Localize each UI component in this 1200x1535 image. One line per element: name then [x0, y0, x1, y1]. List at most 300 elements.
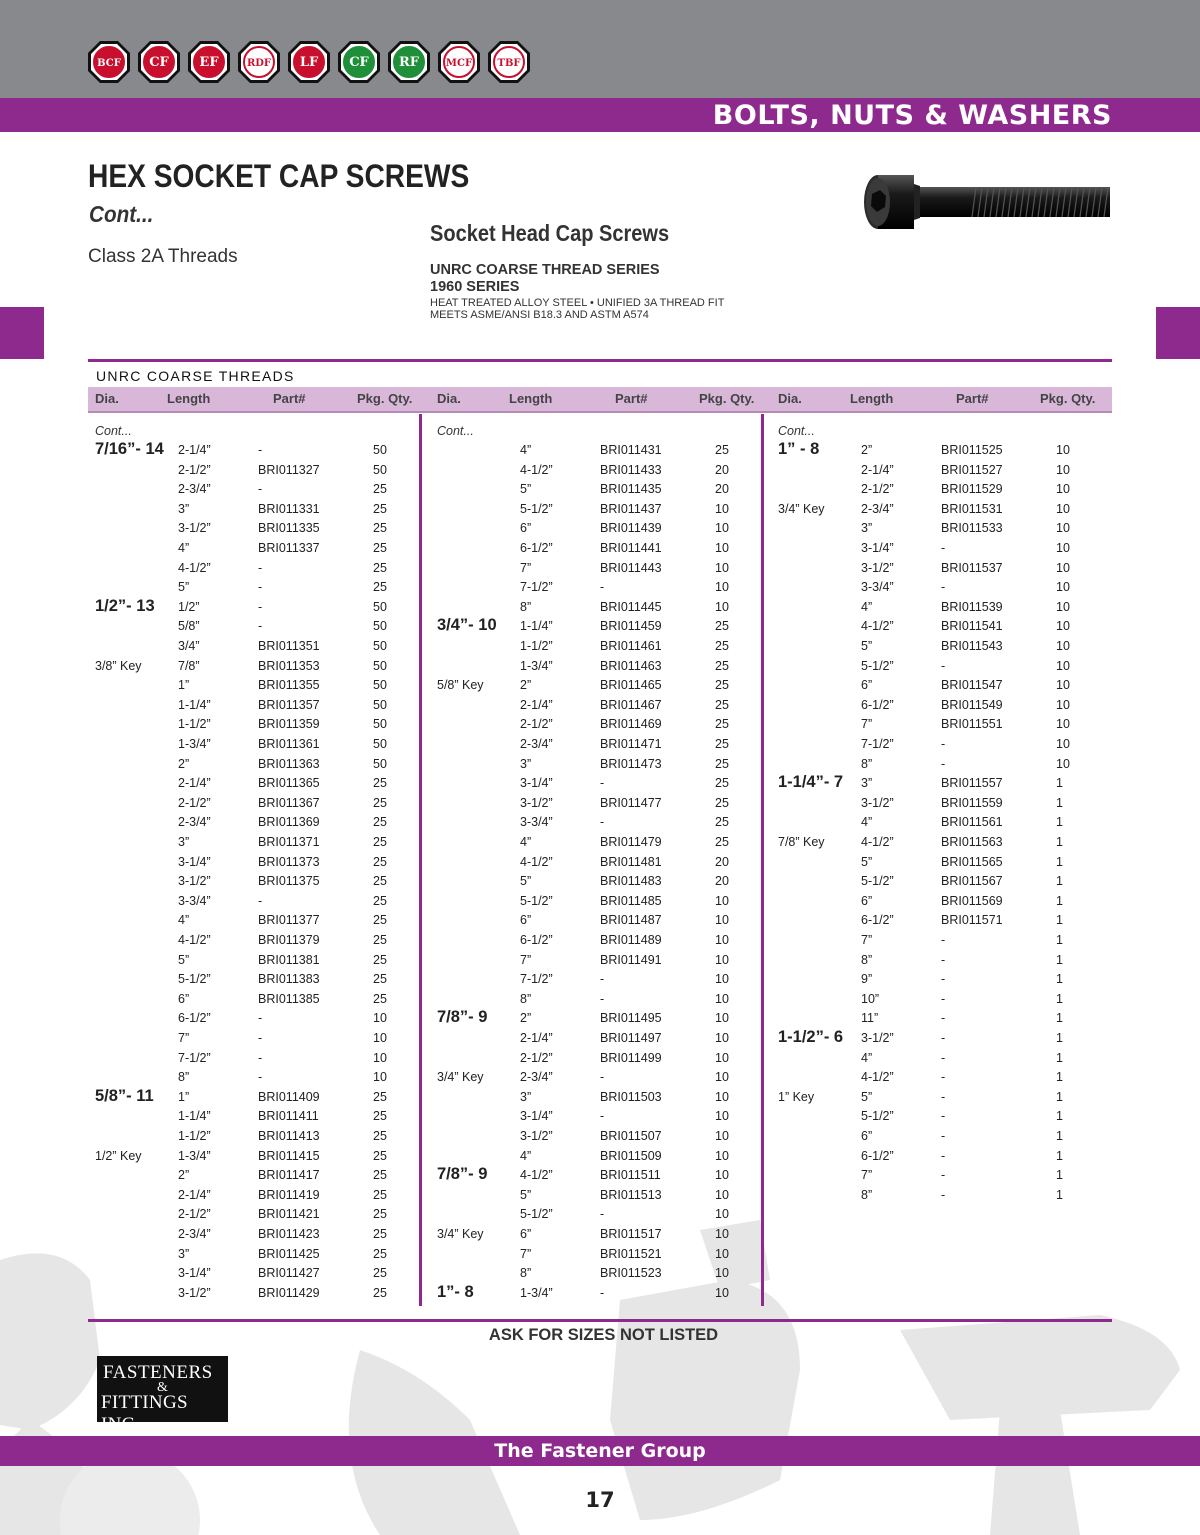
brand-logo-text: BCF: [97, 58, 121, 69]
part-number-cell: BRI011499: [600, 1050, 662, 1065]
pkg-qty-cell: 1: [1056, 952, 1063, 967]
part-number-cell: BRI011549: [941, 697, 1003, 712]
pkg-qty-cell: 25: [715, 737, 729, 751]
length-cell: 6”: [520, 913, 532, 928]
part-number-cell: BRI011443: [600, 560, 662, 575]
pkg-qty-cell: 10: [715, 1168, 729, 1183]
pkg-qty-cell: 10: [1056, 482, 1070, 497]
length-cell: 2”: [178, 1168, 190, 1183]
pkg-qty-cell: 10: [373, 1050, 387, 1065]
pkg-qty-cell: 25: [715, 678, 729, 693]
length-cell: 5-1/2”: [861, 658, 894, 673]
part-number-cell: BRI011523: [600, 1266, 662, 1281]
part-number-cell: -: [941, 737, 946, 751]
length-cell: 3-1/2”: [520, 1129, 553, 1143]
length-cell: 4”: [861, 815, 873, 830]
length-cell: 5-1/2”: [520, 893, 553, 908]
pkg-qty-cell: 25: [715, 795, 729, 810]
length-cell: 5”: [178, 580, 190, 595]
diameter-label: 1-1/2”- 6: [778, 1028, 844, 1046]
part-number-cell: BRI011511: [600, 1168, 661, 1183]
pkg-qty-cell: 10: [715, 933, 729, 947]
pkg-qty-cell: 1: [1056, 874, 1063, 889]
part-number-cell: BRI011567: [941, 874, 1003, 889]
part-number-cell: -: [941, 1070, 946, 1085]
pkg-qty-cell: 10: [1056, 462, 1070, 477]
pkg-qty-cell: 10: [1056, 443, 1070, 457]
length-cell: 3”: [520, 756, 532, 771]
length-cell: 1-3/4”: [178, 1148, 211, 1163]
length-cell: 3-1/2”: [861, 1031, 894, 1045]
part-number-cell: -: [941, 658, 946, 673]
part-number-cell: -: [941, 1148, 946, 1163]
brand-logo-text: RF: [398, 55, 420, 70]
pkg-qty-cell: 25: [373, 893, 387, 908]
column-header: Pkg. Qty.: [1040, 391, 1096, 406]
part-number-cell: -: [941, 1089, 946, 1104]
diameter-label: 3/4”- 10: [437, 616, 497, 635]
column-header: Pkg. Qty.: [357, 391, 413, 406]
part-number-cell: BRI011557: [941, 776, 1003, 791]
length-cell: 3-1/4”: [178, 854, 211, 869]
part-number-cell: BRI011527: [941, 462, 1003, 477]
part-number-cell: -: [258, 1050, 263, 1065]
series-line-1: UNRC COARSE THREAD SERIES: [430, 262, 660, 278]
pkg-qty-cell: 10: [715, 1266, 729, 1281]
part-number-cell: BRI011463: [600, 658, 662, 673]
diameter-label: 1-1/4”- 7: [778, 773, 844, 792]
length-cell: 8”: [861, 756, 873, 771]
pkg-qty-cell: 10: [1056, 599, 1070, 614]
length-cell: 6-1/2”: [520, 541, 553, 555]
key-size: 1” Key: [778, 1089, 815, 1104]
length-cell: 3-3/4”: [861, 580, 894, 595]
pkg-qty-cell: 50: [373, 737, 387, 751]
length-cell: 6-1/2”: [178, 1011, 211, 1026]
pkg-qty-cell: 25: [373, 482, 387, 497]
part-number-cell: BRI011413: [258, 1129, 320, 1143]
part-number-cell: BRI011367: [258, 795, 320, 810]
part-number-cell: BRI011561: [941, 815, 1003, 830]
pkg-qty-cell: 25: [373, 1109, 387, 1124]
company-line-2: FITTINGS INC.: [101, 1392, 188, 1435]
section-banner: [0, 98, 1200, 132]
part-number-cell: -: [258, 1031, 263, 1045]
length-cell: 5”: [178, 952, 190, 967]
length-cell: 2-3/4”: [861, 501, 894, 516]
key-size: 3/4” Key: [437, 1227, 484, 1241]
brand-logo: [287, 40, 331, 84]
part-number-cell: BRI011489: [600, 933, 662, 947]
pkg-qty-cell: 50: [373, 599, 387, 614]
pkg-qty-cell: 1: [1056, 972, 1063, 987]
length-cell: 6”: [520, 521, 532, 536]
length-cell: 2-3/4”: [520, 737, 553, 751]
pkg-qty-cell: 25: [715, 776, 729, 791]
pkg-qty-cell: 25: [373, 1285, 387, 1300]
company-amp: &: [157, 1380, 168, 1395]
length-cell: 7”: [861, 717, 873, 732]
part-number-cell: -: [258, 619, 263, 634]
part-number-cell: BRI011437: [600, 501, 662, 516]
length-cell: 4”: [178, 913, 190, 928]
pkg-qty-cell: 25: [715, 815, 729, 830]
pkg-qty-cell: 25: [373, 835, 387, 849]
part-number-cell: BRI011507: [600, 1129, 662, 1143]
pkg-qty-cell: 10: [1056, 737, 1070, 751]
length-cell: 10”: [861, 991, 880, 1006]
pkg-qty-cell: 1: [1056, 1109, 1063, 1124]
pkg-qty-cell: 1: [1056, 893, 1063, 908]
part-number-cell: BRI011541: [941, 619, 1003, 634]
part-number-cell: BRI011469: [600, 717, 662, 732]
company-logo: [97, 1356, 228, 1435]
part-number-cell: BRI011331: [258, 501, 320, 516]
spec-line-1: HEAT TREATED ALLOY STEEL • UNIFIED 3A THREAD FIT: [430, 297, 725, 309]
part-number-cell: BRI011421: [258, 1207, 320, 1222]
pkg-qty-cell: 10: [715, 1109, 729, 1124]
pkg-qty-cell: 50: [373, 619, 387, 634]
part-number-cell: BRI011363: [258, 756, 320, 771]
pkg-qty-cell: 10: [715, 1207, 729, 1222]
left-side-tab: [0, 307, 44, 359]
pkg-qty-cell: 25: [373, 1207, 387, 1222]
length-cell: 9”: [861, 972, 873, 987]
part-number-cell: -: [600, 1285, 605, 1300]
pkg-qty-cell: 25: [373, 933, 387, 947]
part-number-cell: -: [941, 933, 946, 947]
part-number-cell: -: [600, 580, 605, 595]
length-cell: 7-1/2”: [520, 972, 553, 987]
length-cell: 3-1/2”: [178, 874, 211, 889]
pkg-qty-cell: 25: [373, 776, 387, 791]
part-number-cell: BRI011483: [600, 874, 662, 889]
pkg-qty-cell: 25: [715, 443, 729, 457]
cont-label: Cont...: [437, 424, 474, 438]
length-cell: 4-1/2”: [520, 1168, 553, 1183]
part-number-cell: BRI011569: [941, 893, 1003, 908]
part-number-cell: -: [600, 1070, 605, 1085]
length-cell: 8”: [520, 991, 532, 1006]
length-cell: 1-1/4”: [520, 619, 553, 634]
part-number-cell: BRI011537: [941, 560, 1003, 575]
length-cell: 3”: [520, 1089, 532, 1104]
part-number-cell: BRI011533: [941, 521, 1003, 536]
part-number-cell: BRI011415: [258, 1148, 320, 1163]
part-number-cell: BRI011477: [600, 795, 662, 810]
part-number-cell: BRI011497: [600, 1031, 662, 1045]
pkg-qty-cell: 10: [1056, 521, 1070, 536]
ask-note: ASK FOR SIZES NOT LISTED: [488, 1326, 719, 1344]
pkg-qty-cell: 1: [1056, 1089, 1063, 1104]
length-cell: 3-3/4”: [520, 815, 553, 830]
length-cell: 4-1/2”: [520, 854, 553, 869]
part-number-cell: BRI011559: [941, 795, 1003, 810]
pkg-qty-cell: 25: [715, 717, 729, 732]
pkg-qty-cell: 1: [1056, 776, 1063, 791]
part-number-cell: -: [258, 1070, 263, 1085]
right-side-tab: [1156, 307, 1200, 359]
pkg-qty-cell: 25: [715, 756, 729, 771]
length-cell: 4-1/2”: [520, 462, 553, 477]
length-cell: 3-1/2”: [178, 1285, 211, 1300]
part-number-cell: BRI011381: [258, 952, 320, 967]
part-number-cell: BRI011375: [258, 874, 320, 889]
part-number-cell: BRI011571: [941, 913, 1003, 928]
part-number-cell: -: [600, 776, 605, 791]
length-cell: 7”: [520, 952, 532, 967]
brand-logo: [87, 40, 131, 84]
pkg-qty-cell: 10: [715, 501, 729, 516]
length-cell: 5/8”: [178, 619, 200, 634]
pkg-qty-cell: 10: [715, 580, 729, 595]
length-cell: 1-1/4”: [178, 1109, 211, 1124]
pkg-qty-cell: 25: [373, 972, 387, 987]
column-header: Part#: [615, 391, 648, 406]
pkg-qty-cell: 25: [373, 580, 387, 595]
length-cell: 2-3/4”: [520, 1070, 553, 1085]
brand-logo-text: TBF: [497, 58, 521, 69]
length-cell: 3-1/4”: [520, 1109, 553, 1124]
column-divider-2: [761, 414, 764, 1306]
part-number-cell: BRI011461: [600, 639, 662, 653]
length-cell: 2”: [520, 678, 532, 693]
length-cell: 3-1/2”: [861, 560, 894, 575]
key-size: 7/8” Key: [778, 835, 825, 849]
part-number-cell: -: [941, 1129, 946, 1143]
pkg-qty-cell: 10: [715, 521, 729, 536]
length-cell: 5-1/2”: [861, 874, 894, 889]
length-cell: 3-1/4”: [520, 776, 553, 791]
pkg-qty-cell: 25: [373, 1089, 387, 1104]
length-cell: 4”: [520, 1148, 532, 1163]
part-number-cell: -: [258, 599, 263, 614]
pkg-qty-cell: 50: [373, 462, 387, 477]
part-number-cell: -: [941, 1168, 946, 1183]
column-header: Length: [509, 391, 553, 406]
table-header: [88, 387, 1112, 413]
part-number-cell: BRI011337: [258, 541, 320, 555]
footer-banner: [0, 1436, 1200, 1466]
length-cell: 3”: [178, 501, 190, 516]
part-number-cell: -: [941, 972, 946, 987]
length-cell: 2”: [178, 756, 190, 771]
key-size: 3/4” Key: [437, 1070, 484, 1085]
brand-logo: [337, 40, 381, 84]
pkg-qty-cell: 10: [715, 1070, 729, 1085]
pkg-qty-cell: 10: [715, 560, 729, 575]
part-number-cell: BRI011353: [258, 658, 320, 673]
part-number-cell: BRI011551: [941, 717, 1003, 732]
part-number-cell: BRI011433: [600, 462, 662, 477]
brand-logos: [87, 40, 531, 84]
pkg-qty-cell: 25: [373, 795, 387, 810]
column-header: Part#: [273, 391, 306, 406]
part-number-cell: BRI011439: [600, 521, 662, 536]
part-number-cell: BRI011525: [941, 443, 1003, 457]
pkg-qty-cell: 10: [1056, 717, 1070, 732]
key-size: 3/4” Key: [778, 501, 825, 516]
part-number-cell: BRI011361: [258, 737, 320, 751]
part-number-cell: BRI011503: [600, 1089, 662, 1104]
diameter-label: 7/8”- 9: [437, 1165, 488, 1184]
length-cell: 8”: [861, 1187, 873, 1202]
part-number-cell: -: [258, 482, 263, 497]
length-cell: 6-1/2”: [520, 933, 553, 947]
pkg-qty-cell: 10: [1056, 639, 1070, 653]
part-number-cell: BRI011531: [941, 501, 1003, 516]
part-number-cell: BRI011529: [941, 482, 1003, 497]
part-number-cell: -: [941, 1050, 946, 1065]
company-line-1: FASTENERS: [103, 1362, 213, 1383]
cont-label: Cont...: [778, 424, 815, 438]
length-cell: 2-1/2”: [178, 795, 211, 810]
cap-screw-image: [858, 170, 1114, 232]
part-number-cell: BRI011441: [600, 541, 662, 555]
part-number-cell: -: [600, 972, 605, 987]
length-cell: 2”: [520, 1011, 532, 1026]
length-cell: 2-1/4”: [178, 443, 211, 457]
part-number-cell: BRI011409: [258, 1089, 320, 1104]
pkg-qty-cell: 50: [373, 639, 387, 653]
pkg-qty-cell: 25: [373, 1227, 387, 1241]
length-cell: 6”: [861, 1129, 873, 1143]
length-cell: 7-1/2”: [520, 580, 553, 595]
part-number-cell: BRI011513: [600, 1187, 662, 1202]
length-cell: 3”: [861, 521, 873, 536]
pkg-qty-cell: 25: [373, 913, 387, 928]
key-size: 3/8” Key: [95, 658, 142, 673]
length-cell: 5”: [861, 1089, 873, 1104]
part-number-cell: BRI011429: [258, 1285, 320, 1300]
pkg-qty-cell: 10: [1056, 619, 1070, 634]
pkg-qty-cell: 20: [715, 854, 729, 869]
table-label: UNRC COARSE THREADS: [96, 368, 295, 384]
length-cell: 8”: [520, 1266, 532, 1281]
pkg-qty-cell: 25: [715, 697, 729, 712]
part-number-cell: BRI011467: [600, 697, 662, 712]
part-number-cell: BRI011351: [258, 639, 320, 653]
column-header: Dia.: [95, 391, 119, 406]
pkg-qty-cell: 10: [1056, 580, 1070, 595]
length-cell: 1-1/2”: [520, 639, 553, 653]
part-number-cell: BRI011481: [600, 854, 662, 869]
column-header: Length: [167, 391, 211, 406]
length-cell: 6-1/2”: [861, 913, 894, 928]
pkg-qty-cell: 1: [1056, 1031, 1063, 1045]
part-number-cell: BRI011411: [258, 1109, 319, 1124]
length-cell: 3-1/4”: [178, 1266, 211, 1281]
pkg-qty-cell: 10: [1056, 697, 1070, 712]
table-top-rule: [88, 359, 1112, 362]
part-number-cell: BRI011485: [600, 893, 662, 908]
brand-logo: [387, 40, 431, 84]
part-number-cell: -: [258, 893, 263, 908]
brand-logo: [487, 40, 531, 84]
diameter-label: 7/8”- 9: [437, 1008, 488, 1027]
pkg-qty-cell: 50: [373, 717, 387, 732]
pkg-qty-cell: 10: [715, 991, 729, 1006]
part-number-cell: BRI011373: [258, 854, 320, 869]
cont-label: Cont...: [95, 424, 132, 438]
pkg-qty-cell: 10: [715, 893, 729, 908]
pkg-qty-cell: 25: [373, 1266, 387, 1281]
pkg-qty-cell: 50: [373, 658, 387, 673]
part-number-cell: -: [941, 1187, 946, 1202]
part-number-cell: -: [258, 443, 263, 457]
pkg-qty-cell: 25: [715, 835, 729, 849]
pkg-qty-cell: 25: [715, 639, 729, 653]
part-number-cell: BRI011473: [600, 756, 662, 771]
length-cell: 2-3/4”: [178, 1227, 211, 1241]
length-cell: 3-1/2”: [861, 795, 894, 810]
length-cell: 6”: [178, 991, 190, 1006]
pkg-qty-cell: 20: [715, 482, 729, 497]
part-number-cell: -: [258, 560, 263, 575]
length-cell: 4-1/2”: [861, 835, 894, 849]
series-line-2: 1960 SERIES: [430, 279, 520, 295]
length-cell: 3”: [178, 835, 190, 849]
part-number-cell: BRI011377: [258, 913, 320, 928]
brand-logo: [437, 40, 481, 84]
brand-logo-text: MCF: [445, 58, 473, 69]
length-cell: 5”: [861, 854, 873, 869]
pkg-qty-cell: 50: [373, 678, 387, 693]
length-cell: 7”: [861, 933, 873, 947]
part-number-cell: BRI011355: [258, 678, 320, 693]
pkg-qty-cell: 10: [1056, 756, 1070, 771]
brand-logo-text: RDF: [246, 58, 272, 69]
length-cell: 7”: [178, 1031, 190, 1045]
length-cell: 2”: [861, 443, 873, 457]
pkg-qty-cell: 20: [715, 874, 729, 889]
pkg-qty-cell: 1: [1056, 1168, 1063, 1183]
pkg-qty-cell: 10: [715, 1129, 729, 1143]
length-cell: 5-1/2”: [178, 972, 211, 987]
part-number-cell: -: [941, 1109, 946, 1124]
pkg-qty-cell: 1: [1056, 1187, 1063, 1202]
pkg-qty-cell: 25: [373, 815, 387, 830]
pkg-qty-cell: 10: [715, 1227, 729, 1241]
part-number-cell: BRI011465: [600, 678, 662, 693]
product-spec: [430, 297, 724, 321]
length-cell: 4”: [520, 443, 532, 457]
length-cell: 5-1/2”: [520, 1207, 553, 1222]
footer-group: The Fastener Group: [494, 1440, 706, 1462]
length-cell: 3-1/2”: [520, 795, 553, 810]
length-cell: 4-1/2”: [178, 933, 211, 947]
pkg-qty-cell: 25: [373, 501, 387, 516]
length-cell: 4”: [178, 541, 190, 555]
page-title: HEX SOCKET CAP SCREWS: [88, 158, 470, 194]
length-cell: 2-3/4”: [178, 815, 211, 830]
pkg-qty-cell: 25: [373, 1148, 387, 1163]
pkg-qty-cell: 25: [373, 1168, 387, 1183]
length-cell: 7”: [861, 1168, 873, 1183]
part-number-cell: BRI011383: [258, 972, 320, 987]
part-number-cell: BRI011369: [258, 815, 320, 830]
part-number-cell: BRI011431: [600, 443, 662, 457]
part-number-cell: BRI011563: [941, 835, 1003, 849]
brand-logo-text: EF: [199, 55, 219, 70]
pkg-qty-cell: 25: [715, 619, 729, 634]
length-cell: 1-1/4”: [178, 697, 211, 712]
diameter-label: 1” - 8: [778, 440, 820, 458]
length-cell: 4”: [861, 1050, 873, 1065]
brand-logo-text: LF: [299, 55, 319, 70]
length-cell: 7/8”: [178, 658, 200, 673]
length-cell: 2-1/2”: [520, 717, 553, 732]
